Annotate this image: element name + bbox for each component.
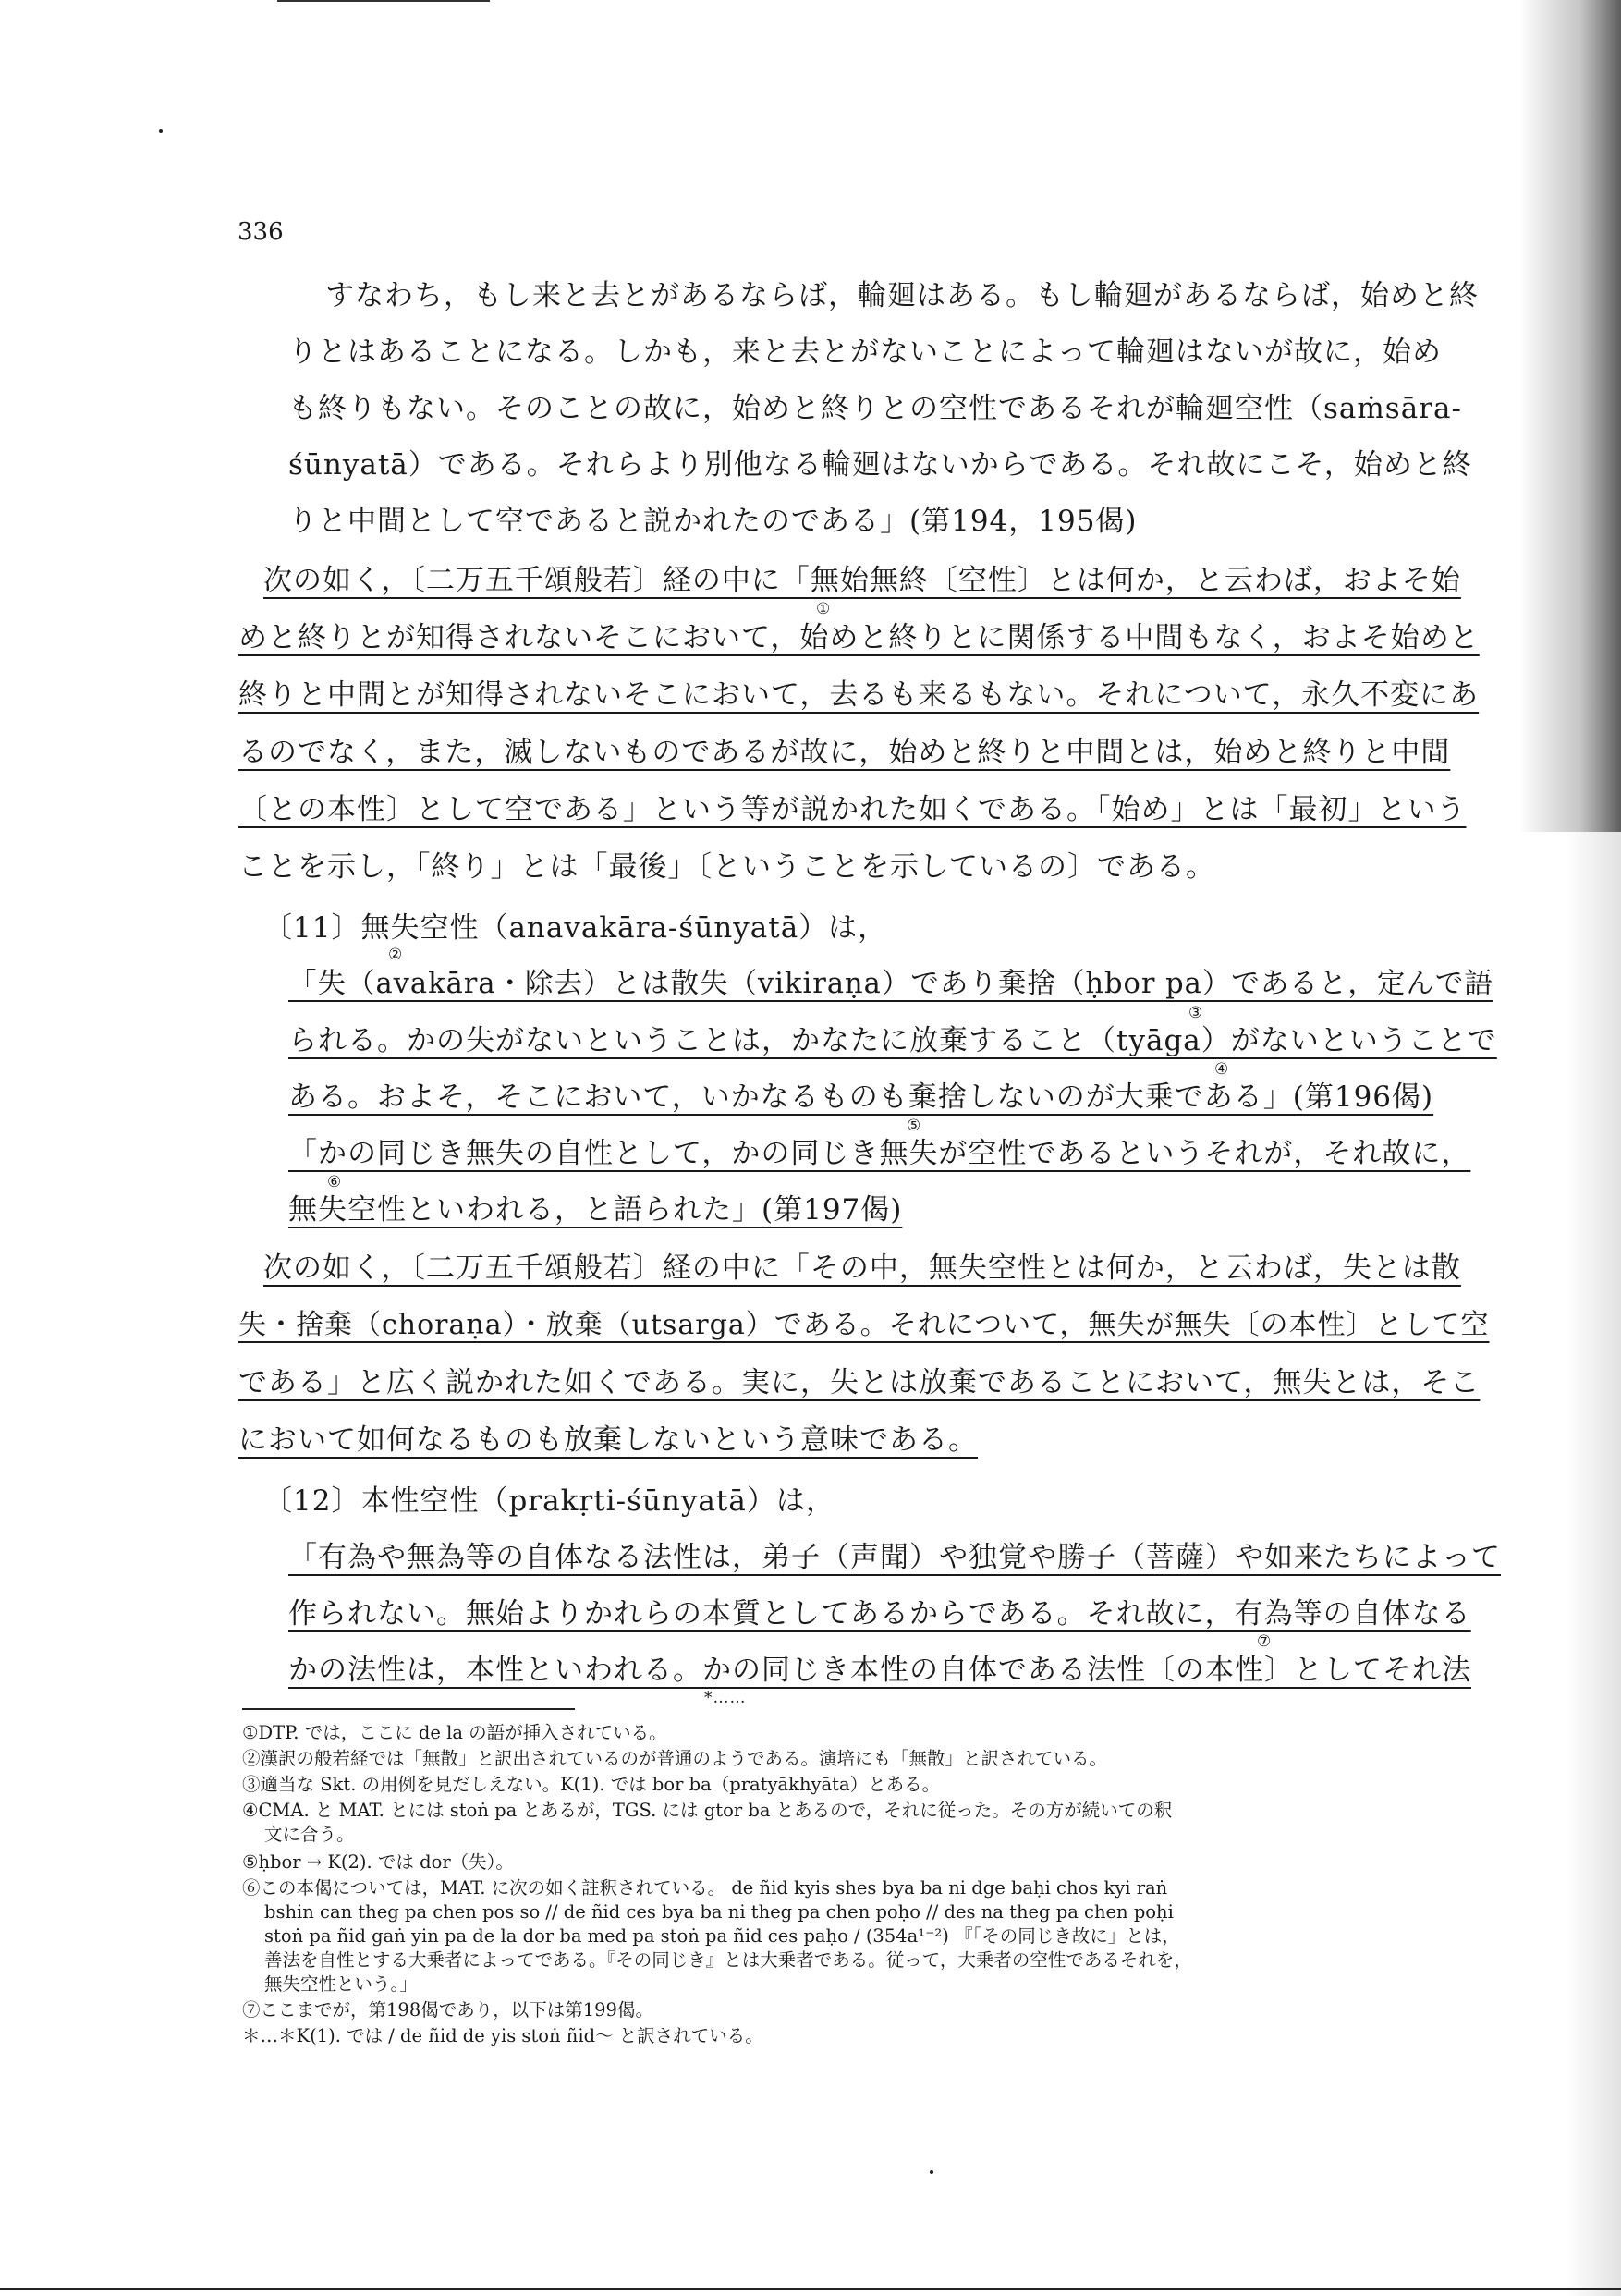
footnote: ＊…＊K(1). では / de ñid de yis stoṅ ñid～ と訳されている。 xyxy=(242,2025,763,2046)
text-line: すなわち，もし来と去とがあるならば，輪廻はある。もし輪廻があるならば，始めと終 xyxy=(325,279,1479,312)
scan-edge-shadow-lower xyxy=(1566,832,1621,2296)
text-line: るのでなく，また，滅しないものであるが故に，始めと終りと中間とは，始めと終りと中間 xyxy=(238,736,1451,769)
page-number: 336 xyxy=(238,218,284,246)
section-heading: 〔11〕無失空性（anavakāra-śūnyatā）は， xyxy=(263,911,888,945)
footnote-marker: ⑦ xyxy=(1257,1632,1273,1651)
text-line: めと終りとが知得されないそこにおいて，始めと終りとに関係する中間もなく，およそ始めと xyxy=(238,621,1480,654)
text-line: 「かの同じき無失の自性として，かの同じき無失が空性であるというそれが，それ故に， xyxy=(288,1137,1471,1170)
footnote: 無失空性という。」 xyxy=(264,1973,418,1995)
footnote: ⑦ここまでが，第198偈であり，以下は第199偈。 xyxy=(242,1999,653,2021)
scan-edge-shadow xyxy=(1519,0,1621,832)
text-line: ある。およそ，そこにおいて，いかなるものも棄捨しないのが大乗である」(第196偈) xyxy=(288,1081,1434,1114)
footnote: ④CMA. と MAT. とには stoṅ pa とあるが，TGS. には gtor ba とあるので，それに従った。その方が続いての釈 xyxy=(242,1800,1173,1821)
section-heading: 〔12〕本性空性（prakṛti-śūnyatā）は， xyxy=(263,1484,835,1518)
footnote-marker: *…… xyxy=(704,1689,747,1707)
footnote-marker: ③ xyxy=(1188,1004,1204,1022)
text-line: 〔との本性〕として空である」という等が説かれた如くである。「始め」とは「最初」という xyxy=(238,793,1467,826)
text-line: 無失空性といわれる，と語られた」(第197偈) xyxy=(288,1193,903,1227)
footnote: 文に合う。 xyxy=(264,1824,355,1845)
footnote: ⑥この本偈については，MAT. に次の如く註釈されている。 de ñid kyis shes bya ba ni dge baḥi chos kyi raṅ xyxy=(242,1877,1168,1899)
text-line: りとはあることになる。しかも，来と去とがないことによって輪廻はないが故に，始め xyxy=(288,336,1442,369)
text-line: ことを示し，「終り」とは「最後」〔ということを示しているの〕である。 xyxy=(238,850,1215,884)
text-line: 終りと中間とが知得されないそこにおいて，去るも来るもない。それについて，永久不変にあ xyxy=(238,678,1480,712)
text-line: である」と広く説かれた如くである。実に，失とは放棄であることにおいて，無失とは，そこ xyxy=(238,1366,1481,1399)
scan-speck xyxy=(159,129,163,133)
footnote-marker: ① xyxy=(816,600,832,618)
text-line: śūnyatā）である。それらより別他なる輪廻はないからである。それ故にこそ，始めと終 xyxy=(288,448,1472,482)
text-line: 「失（avakāra・除去）とは散失（vikiraṇa）であり棄捨（ḥbor pa）であると，定んで語 xyxy=(288,968,1493,1000)
footnote: ③適当な Skt. の用例を見だしえない。K(1). では bor ba（pratyākhyāta）とある。 xyxy=(242,1774,941,1795)
scan-bottom-rule xyxy=(0,2288,1621,2290)
footnote-marker: ⑥ xyxy=(327,1173,343,1191)
footnote: 善法を自性とする大乗者によってである。『その同じき』とは大乗者である。従って，大乗者の空性であるそれを， xyxy=(264,1949,1192,1971)
footnote: bshin can theg pa chen pos so // de ñid ces bya ba ni theg pa chen poḥo // des na theg pa chen poḥi xyxy=(264,1901,1174,1923)
text-line: 失・捨棄（choraṇa）・放棄（utsarga）である。それについて，無失が無失〔の本性〕として空 xyxy=(238,1309,1490,1341)
text-line: りと中間として空であると説かれたのである」(第194，195偈) xyxy=(288,505,1138,538)
footnote-separator xyxy=(242,1708,575,1710)
footnote: ⑤ḥbor → K(2). では dor（失）。 xyxy=(242,1851,514,1873)
footnote-marker: ② xyxy=(388,946,404,964)
text-line: 「有為や無為等の自体なる法性は，弟子（声聞）や独覚や勝子（菩薩）や如来たちによって xyxy=(288,1541,1501,1574)
text-line: において如何なるものも放棄しないという意味である。 xyxy=(238,1423,978,1457)
footnote: stoṅ pa ñid gaṅ yin pa de la dor ba med pa stoṅ pa ñid ces paḥo / (354a¹⁻²) 『「その同じき故に」とは， xyxy=(264,1925,1180,1947)
text-line: も終りもない。そのことの故に，始めと終りとの空性であるそれが輪廻空性（saṁsāra- xyxy=(288,392,1462,425)
text-line: 作られない。無始よりかれらの本質としてあるからである。それ故に，有為等の自体なる xyxy=(288,1597,1471,1630)
scan-top-rule xyxy=(277,0,490,2)
text-line: られる。かの失がないということは，かなたに放棄すること（tyāga）がないということで xyxy=(288,1024,1497,1057)
text-line: かの法性は，本性といわれる。かの同じき本性の自体である法性〔の本性〕としてそれ法 xyxy=(288,1654,1471,1687)
text-line: 次の如く，〔二万五千頌般若〕経の中に「その中，無失空性とは何か，と云わば，失とは散 xyxy=(263,1252,1461,1285)
footnote: ②漢訳の般若経では「無散」と訳出されているのが普通のようである。演培にも「無散」と訳されている。 xyxy=(242,1748,1108,1769)
footnote: ①DTP. では，ここに de la の語が挿入されている。 xyxy=(242,1722,667,1743)
footnote-marker: ⑤ xyxy=(907,1117,922,1135)
footnote-marker: ④ xyxy=(1214,1060,1230,1079)
scan-speck xyxy=(930,2170,933,2174)
text-line: 次の如く，〔二万五千頌般若〕経の中に「無始無終〔空性〕とは何か，と云わば，およそ始 xyxy=(263,564,1461,597)
